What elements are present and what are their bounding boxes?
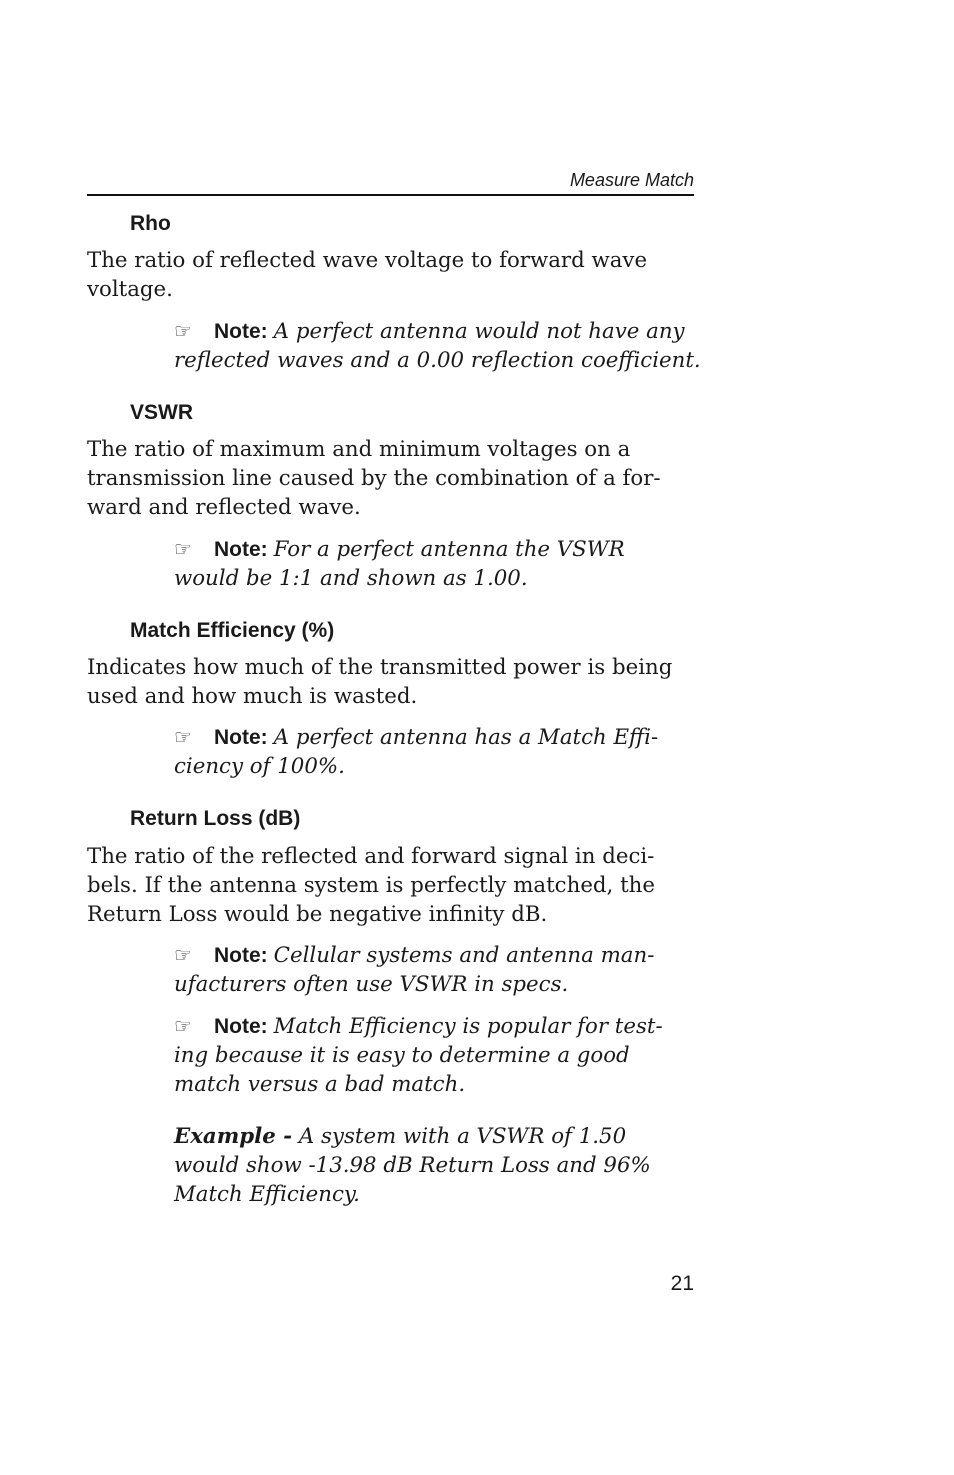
- body-line: used and how much is wasted.: [87, 684, 418, 709]
- example-label: Example -: [174, 1124, 293, 1149]
- body-line: bels. If the antenna system is perfectly matched, the: [87, 873, 655, 898]
- note-label: Note:: [214, 1015, 268, 1038]
- section-body-rho: [87, 246, 697, 304]
- example-text: Match Efficiency.: [174, 1182, 360, 1207]
- example-text: A system with a VSWR of 1.50: [298, 1124, 627, 1149]
- note-label: Note:: [214, 538, 268, 561]
- note-text: would be 1:1 and shown as 1.00.: [174, 566, 528, 591]
- note-return-loss-2: [174, 1012, 704, 1099]
- note-text: ing because it is easy to determine a good: [174, 1043, 630, 1068]
- note-text: Cellular systems and antenna man-: [273, 943, 655, 968]
- section-heading-vswr: VSWR: [130, 401, 193, 424]
- body-line: The ratio of reflected wave voltage to forward wave: [87, 248, 648, 273]
- section-body-match-efficiency: [87, 653, 697, 711]
- note-match-efficiency: [174, 723, 704, 781]
- pointing-hand-icon: ☞: [174, 943, 192, 967]
- note-rho: [174, 317, 704, 375]
- body-line: transmission line caused by the combination of a for-: [87, 466, 661, 491]
- example-block: [174, 1122, 704, 1209]
- note-text: A perfect antenna would not have any: [273, 319, 685, 344]
- note-text: A perfect antenna has a Match Effi-: [273, 725, 659, 750]
- body-line: The ratio of the reflected and forward signal in deci-: [87, 844, 655, 869]
- section-heading-return-loss: Return Loss (dB): [130, 807, 301, 830]
- section-body-vswr: [87, 435, 697, 522]
- example-text: would show -13.98 dB Return Loss and 96%: [174, 1153, 651, 1178]
- pointing-hand-icon: ☞: [174, 319, 192, 343]
- header-rule: [87, 194, 694, 196]
- note-text: For a perfect antenna the VSWR: [273, 537, 625, 562]
- pointing-hand-icon: ☞: [174, 1014, 192, 1038]
- note-text: match versus a bad match.: [174, 1072, 466, 1097]
- pointing-hand-icon: ☞: [174, 725, 192, 749]
- note-label: Note:: [214, 726, 268, 749]
- body-line: Return Loss would be negative infinity dB.: [87, 902, 548, 927]
- note-text: reflected waves and a 0.00 reflection coefficient.: [174, 348, 701, 373]
- running-header: Measure Match: [569, 170, 694, 190]
- page-number: 21: [670, 1272, 694, 1295]
- pointing-hand-icon: ☞: [174, 537, 192, 561]
- note-label: Note:: [214, 320, 268, 343]
- note-return-loss-1: [174, 941, 704, 999]
- section-heading-match-efficiency: Match Efficiency (%): [130, 619, 335, 642]
- note-text: ciency of 100%.: [174, 754, 345, 779]
- section-heading-rho: Rho: [130, 212, 171, 235]
- body-line: ward and reflected wave.: [87, 495, 361, 520]
- note-text: ufacturers often use VSWR in specs.: [174, 972, 569, 997]
- note-text: Match Efficiency is popular for test-: [273, 1014, 663, 1039]
- body-line: voltage.: [87, 277, 173, 302]
- note-label: Note:: [214, 944, 268, 967]
- body-line: Indicates how much of the transmitted power is being: [87, 655, 673, 680]
- body-line: The ratio of maximum and minimum voltages on a: [87, 437, 631, 462]
- section-body-return-loss: [87, 842, 697, 929]
- note-vswr: [174, 535, 704, 593]
